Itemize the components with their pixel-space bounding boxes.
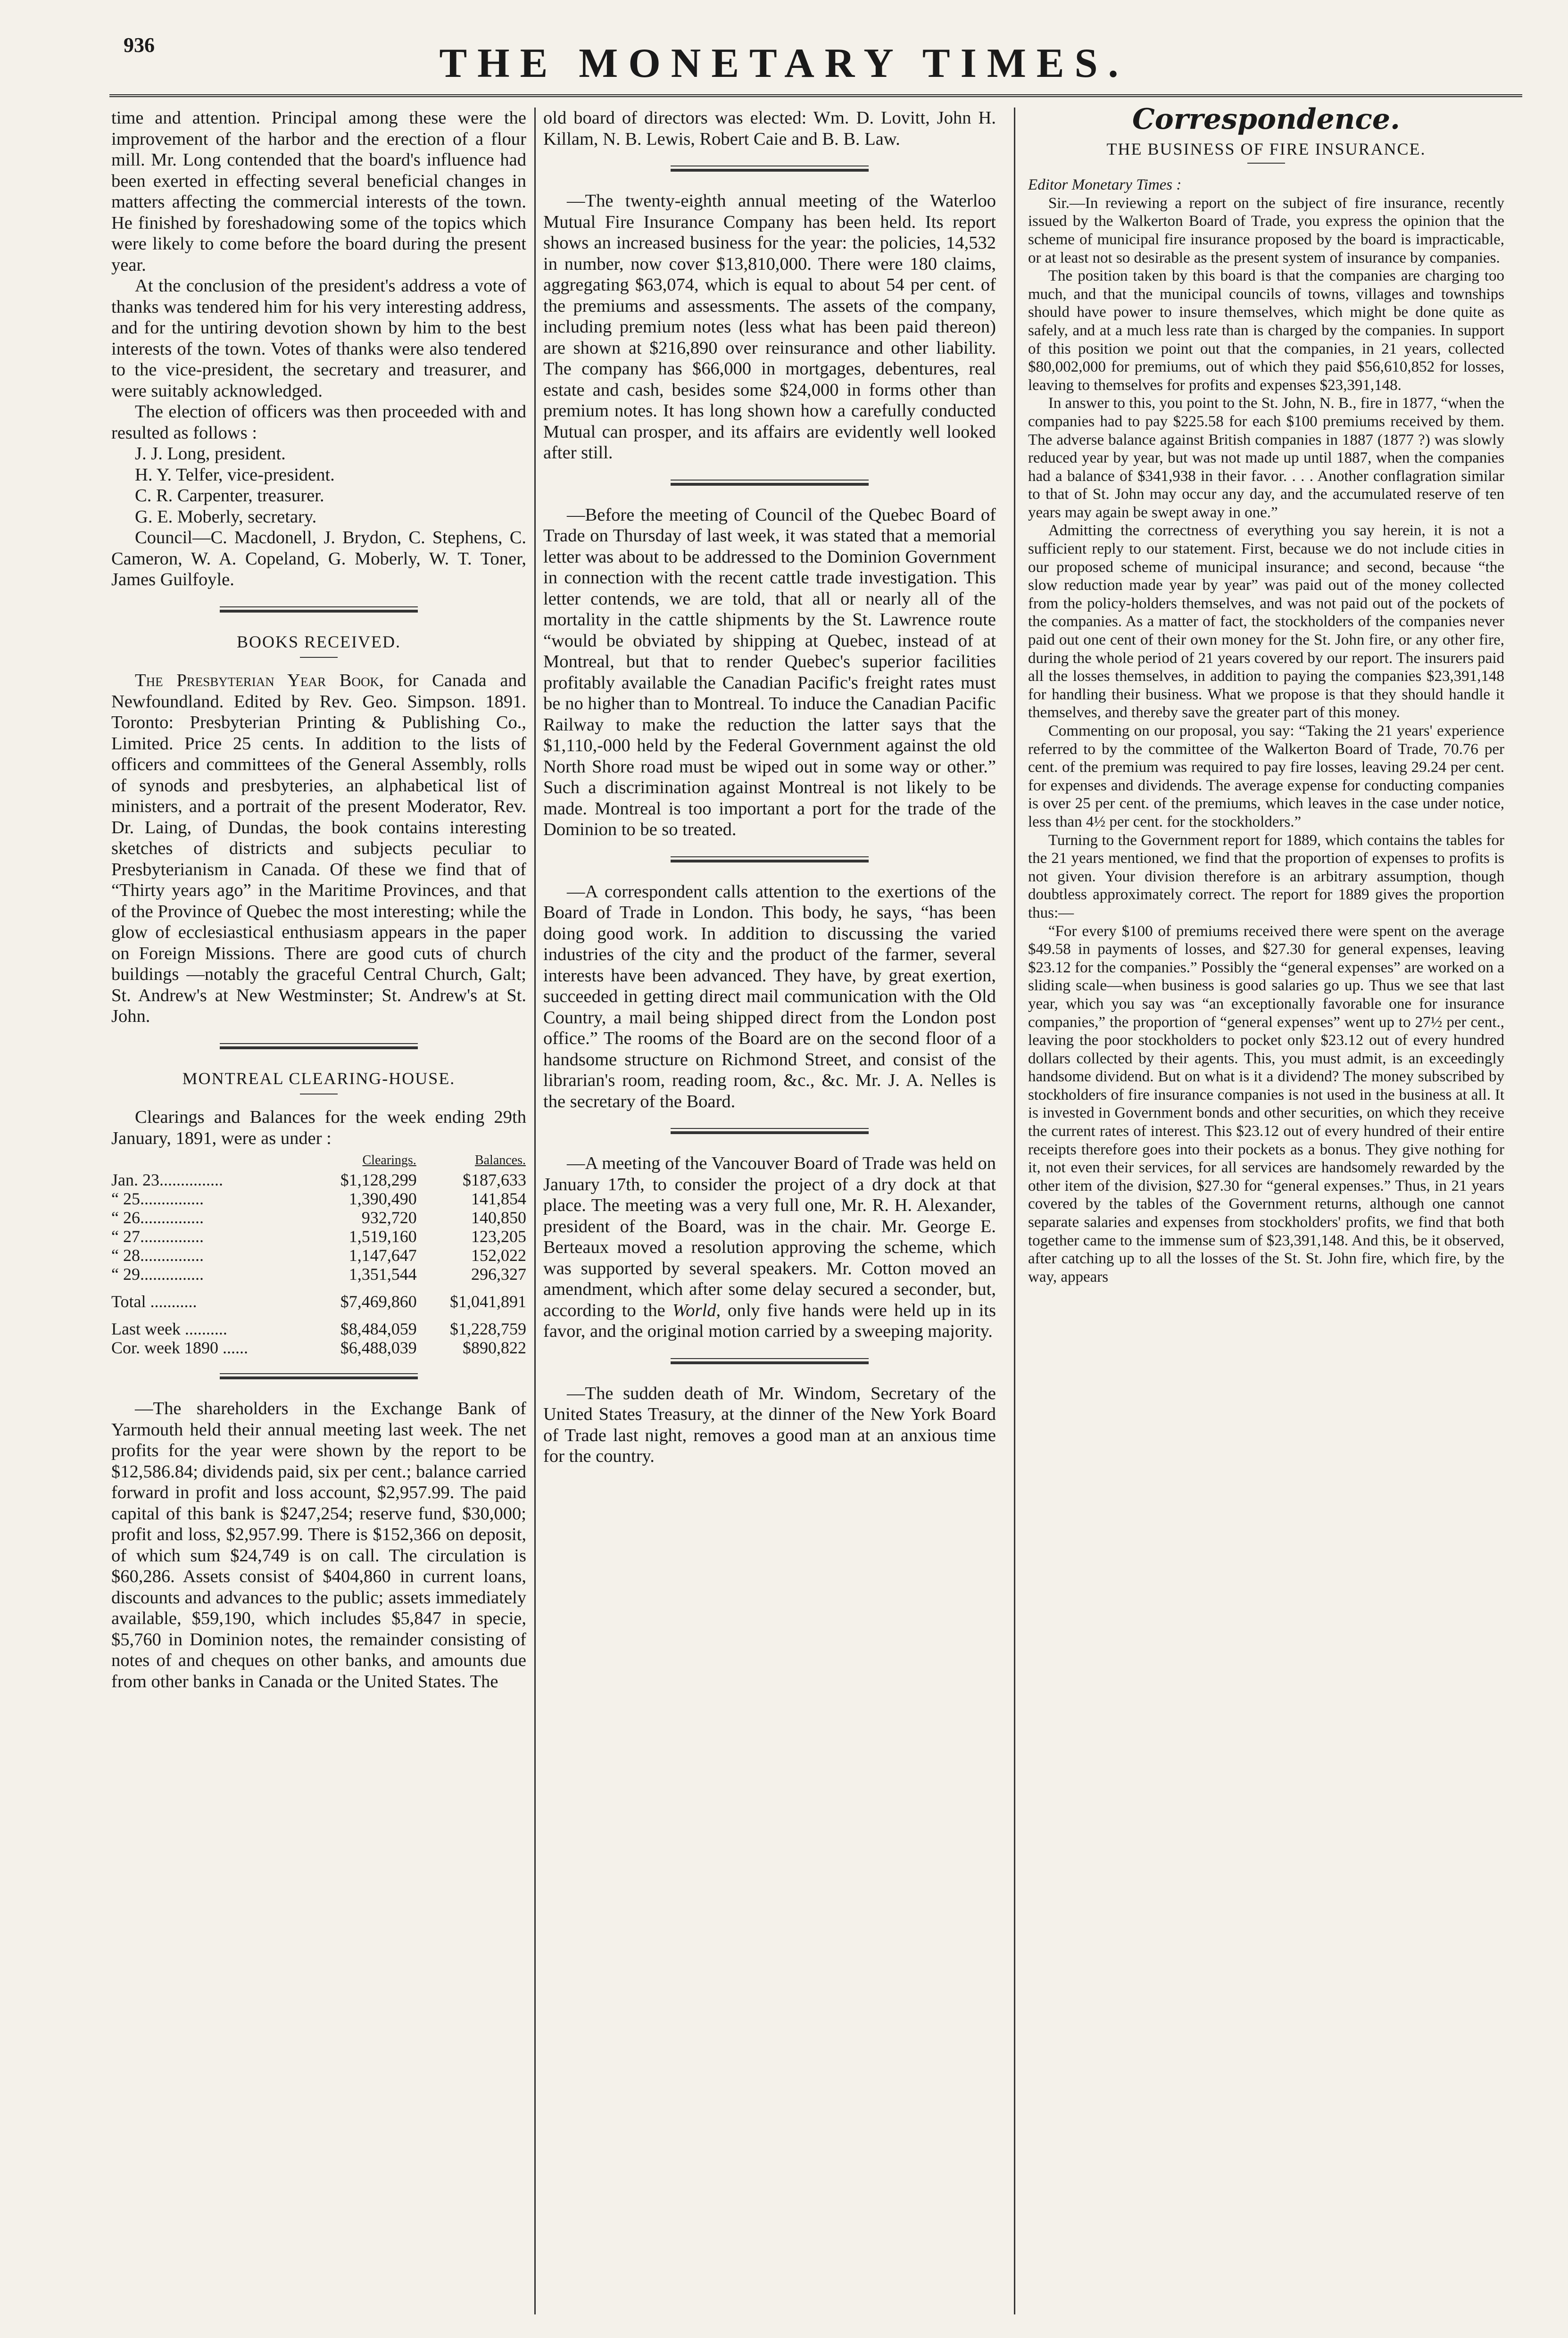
letter-paragraph: In answer to this, you point to the St. John, N. B., fire in 1877, “when the companies had to pay $225.58 for each $100 premiums received by them. The adverse balance against British companies in 1887 (1877 ?) was slowly reduced year by year, but was not made up until 1887, when the companies had a balance of $341,938 in their favor. . . . Another conflagration similar to that of St. John may occur any day, and the accumulated reserve of ten years may again be swept away in one.”	[1028, 395, 1504, 521]
balances-value: 123,205	[471, 1227, 526, 1246]
council-paragraph: Council—C. Macdonell, J. Brydon, C. Stephens, C. Cameron, W. A. Copeland, G. Moberly, W. T. Toner, James Guilfoyle.	[111, 528, 526, 589]
salutation: Editor Monetary Times :	[1028, 176, 1182, 194]
short-rule	[300, 657, 338, 658]
quebec-paragraph: —Before the meeting of Council of the Quebec Board of Trade on Thursday of last week, it was stated that a memorial letter was about to be addressed to the Dominion Government in connection with the recent cattle trade investigation. This letter contends, we are told, that all or nearly all of the mortality in the cattle shipments by the St. Lawrence route “would be obviated by shipping at Quebec, instead of at Montreal, but that to render Quebec's superior facilities profitably available the Canadian Pacific's freight rates must be no higher than to Montreal. To induce the Canadian Pacific Railway to make the reduction the latter says that the $1,110,-000 held by the Federal Government against the old North Shore road must be wiped out in some way or other.” Such a discrimination against Montreal is not likely to be made. Montreal is too important a port for the trade of the Dominion to be so treated.	[543, 505, 996, 839]
clearing-heading: MONTREAL CLEARING-HOUSE.	[182, 1069, 456, 1088]
row-label: “ 27...............	[111, 1227, 204, 1246]
waterloo-paragraph: —The twenty-eighth annual meeting of the Waterloo Mutual Fire Insurance Company has been held. Its report shows an increased business for the year: the policies, 14,532 in number, now cover $13,810,000. There were 180 claims, aggregating $63,074, which is equal to about 54 per cent. of the premiums and assessments. The assets of the company, including premium notes (less what has been paid thereon) are shown at $216,890 over reinsurance and other liability. The company has $66,000 in mortgages, debentures, real estate and cash, besides some $24,000 in forms other than premium notes. It has long shown how a carefully conducted Mutual can prosper, and its affairs are evidently well looked after still.	[543, 191, 996, 463]
column-divider-2	[1014, 108, 1015, 2314]
separator-rule	[220, 1043, 418, 1049]
row-label: “ 26...............	[111, 1208, 204, 1227]
vancouver-text: —A meeting of the Vancouver Board of Trade was held on January 17th, to consider the project of a dry dock at that place. The meeting was a very full one, Mr. R. H. Alexander, president of the Board, was in the chair. Mr. George E. Berteaux moved a resolution approving the scheme, which was supported by several speakers. Mr. Cotton moved an amendment, which after some delay secured a seconder, but, according to the	[543, 1153, 996, 1320]
clearings-value: $7,469,860	[340, 1292, 417, 1311]
separator-rule	[671, 1358, 869, 1364]
thanks-paragraph: At the conclusion of the president's address a vote of thanks was tendered him for his very interesting address, and for the untiring devotion shown by him to the best interests of the town. Votes of thanks were also tendered to the vice-president, the secretary and treasurer, and were suitably acknowledged.	[111, 276, 526, 401]
harbor-paragraph: time and attention. Principal among these were the improvement of the harbor and the erection of a flour mill. Mr. Long contended that the board's influence had been exerted in effecting several beneficial changes in matters affecting the commercial interests of the town. He finished by foreshadowing some of the topics which were likely to come before the board during the present year.	[111, 108, 526, 275]
separator-rule	[671, 480, 869, 486]
clearings-value: $1,128,299	[340, 1170, 417, 1189]
letter-title: THE BUSINESS OF FIRE INSURANCE.	[1106, 139, 1426, 158]
column-2	[543, 108, 996, 1467]
clearings-value: 1,390,490	[348, 1189, 417, 1208]
yarmouth-paragraph: —The shareholders in the Exchange Bank of Yarmouth held their annual meeting last week. The net profits for the year were shown by the report to be $12,586.84; dividends paid, six per cent.; balance carried forward in profit and loss account, $2,957.99. The paid capital of this bank is $247,254; reserve fund, $30,000; profit and loss, $2,957.99. There is $152,366 on deposit, of which sum $24,749 is on call. The circulation is $60,286. Assets consist of $404,860 in current loans, discounts and advances to the public; assets immediately available, $59,190, which includes $5,847 in specie, $5,760 in Dominion notes, the remainder consisting of notes of and cheques on other banks, and amounts due from other banks in Canada or the United States. The	[111, 1399, 526, 1691]
row-label: Cor. week 1890 ......	[111, 1338, 248, 1357]
row-label: “ 25...............	[111, 1189, 204, 1208]
row-label: Last week ..........	[111, 1319, 227, 1338]
row-label: “ 28...............	[111, 1246, 204, 1265]
masthead: THE MONETARY TIMES.	[439, 41, 1129, 86]
table-row	[111, 1189, 526, 1208]
row-label: “ 29...............	[111, 1265, 204, 1284]
column-3	[1028, 103, 1504, 1286]
separator-rule	[671, 1128, 869, 1134]
books-text: for Canada and Newfoundland. Edited by Rev. Geo. Simpson. 1891. Toronto: Presbyterian Printing & Publishing Co., Limited. Price 25 cents. In addition to the lists of officers and committees of the General Assembly, rolls of synods and presbyteries, an alphabetical list of ministers, and a portrait of the present Moderator, Rev. Dr. Laing, of Dundas, the book contains interesting sketches of districts and subjects peculiar to Presbyterianism in Canada. Of these we find that of “Thirty years ago” in the Maritime Provinces, and that of the Province of Quebec the most interesting; while the glow of ecclesiastical enthusiasm appears in the paper on Foreign Missions. There are good cuts of church buildings —notably the graceful Central Church, Galt; St. Andrew's at New Westminster; St. Andrew's at St. John.	[111, 671, 526, 1026]
letter-paragraph: The position taken by this board is that the companies are charging too much, and that the municipal councils of towns, villages and townships should have power to insure themselves, which might be done quite as safely, and at a much less rate than is charged by the companies. In support of this position we point out that the companies, in 21 years, collected $80,002,000 for premiums, out of which they paid $56,610,852 for losses, leaving to themselves for profits and expenses $23,391,148.	[1028, 267, 1504, 394]
balances-value: $1,228,759	[450, 1319, 526, 1338]
clearings-value: 932,720	[361, 1208, 417, 1227]
clearings-value: 1,351,544	[348, 1265, 417, 1284]
column-header: Balances.	[474, 1153, 526, 1168]
clearing-table	[111, 1151, 526, 1357]
table-row	[111, 1170, 526, 1189]
officer-item: C. R. Carpenter, treasurer.	[135, 486, 324, 506]
clearings-value: $8,484,059	[340, 1319, 417, 1338]
balances-value: 152,022	[471, 1246, 526, 1265]
separator-rule	[671, 166, 869, 172]
balances-value: $890,822	[463, 1338, 526, 1357]
letter-paragraph: Turning to the Government report for 1889, which contains the tables for the 21 years mentioned, we find that the proportion of expenses to profits is not given. Your division therefore is an arbitrary assumption, though doubtless approximately correct. The report for 1889 gives the proportion thus:—	[1028, 831, 1504, 921]
row-label: Total ...........	[111, 1292, 197, 1311]
page-number: 936	[124, 33, 155, 57]
balances-value: 141,854	[471, 1189, 526, 1208]
windom-paragraph: —The sudden death of Mr. Windom, Secretary of the United States Treasury, at the dinner of the New York Board of Trade last night, removes a good man at an anxious time for the country.	[543, 1383, 996, 1466]
vancouver-text: only five hands were held up in its favor, and the original motion carried by a sweeping majority.	[543, 1300, 996, 1341]
column-header: Clearings.	[362, 1153, 416, 1168]
london-paragraph: —A correspondent calls attention to the exertions of the Board of Trade in London. This body, he says, “has been doing good work. In addition to discussing the varied industries of the city and the product of the farmer, several interests have been advanced. They have, by great exertion, succeeded in getting direct mail communication with the Old Country, a mail being shipped direct from the London post office.” The rooms of the Board are on the second floor of a handsome structure on Richmond Street, and consist of the librarian's room, reading room, &c., &c. Mr. J. A. Nelles is the secretary of the Board.	[543, 881, 996, 1111]
vancouver-paragraph	[543, 1153, 996, 1342]
officer-item: G. E. Moberly, secretary.	[135, 506, 317, 527]
clearings-value: $6,488,039	[340, 1338, 417, 1357]
books-paragraph	[111, 670, 526, 1027]
balances-value: $187,633	[463, 1170, 526, 1189]
letter-paragraph: Admitting the correctness of everything you say herein, it is not a sufficient reply to our statement. First, because we do not include cities in our proposed scheme of municipal insurance; and second, because “the slow reduction made year by year” was paid out of the money collected from the policy-holders themselves, and was not paid out of the pockets of the companies. As a matter of fact, the stockholders of the companies never paid out one cent of their own money for the St. John fire, or any other fire, during the whole period of 21 years covered by our report. The insurers paid all the losses themselves, in addition to paying the companies $23,391,148 for handling their business. What we propose is that they should handle it themselves, and thereby save the greater part of this money.	[1028, 522, 1504, 721]
last-week-row	[111, 1311, 526, 1338]
officer-item: J. J. Long, president.	[135, 444, 286, 464]
election-paragraph: The election of officers was then proceeded with and resulted as follows :	[111, 402, 526, 443]
balances-value: $1,041,891	[450, 1292, 526, 1311]
book-title: The Presbyterian Year Book,	[135, 671, 384, 690]
table-row	[111, 1227, 526, 1246]
letter-paragraph: Commenting on our proposal, you say: “Taking the 21 years' experience referred to by the committee of the Walkerton Board of Trade, 70.76 per cent. of the premium was required to pay fire losses, leaving 29.24 per cent. for expenses and dividends. The average expense for conducting companies is over 25 per cent. of the premiums, which leaves in the case under notice, less than 4½ per cent. for the stockholders.”	[1028, 722, 1504, 830]
correspondence-heading: Correspondence.	[1132, 103, 1400, 136]
world-title: World,	[672, 1300, 721, 1320]
total-row	[111, 1284, 526, 1311]
balances-value: 140,850	[471, 1208, 526, 1227]
separator-rule	[220, 606, 418, 613]
clearings-value: 1,519,160	[348, 1227, 417, 1246]
separator-rule	[671, 856, 869, 862]
column-1	[111, 108, 526, 1692]
table-row	[111, 1265, 526, 1284]
books-heading: BOOKS RECEIVED.	[236, 632, 401, 651]
clearing-intro: Clearings and Balances for the week ending 29th January, 1891, were as under :	[111, 1107, 526, 1148]
clearings-value: 1,147,647	[348, 1246, 417, 1265]
header-rule	[109, 94, 1522, 97]
row-label: Jan. 23...............	[111, 1170, 223, 1189]
officer-item: H. Y. Telfer, vice-president.	[135, 464, 335, 485]
old-board-paragraph: old board of directors was elected: Wm. D. Lovitt, John H. Killam, N. B. Lewis, Robert Caie and B. B. Law.	[543, 108, 996, 149]
short-rule	[1247, 163, 1285, 164]
balances-value: 296,327	[471, 1265, 526, 1284]
separator-rule	[220, 1373, 418, 1379]
letter-paragraph: “For every $100 of premiums received there were spent on the average $49.58 in payments of losses, and $27.30 for general expenses, leaving $23.12 for the companies.” Possibly the “general expenses” are worked on a sliding scale—when business is good salaries go up. Thus we see that last year, which you say was “an exceptionally favorable one for insurance companies,” the proportion of “general expenses” went up to 27½ per cent., leaving the poor stockholders to pocket only $23.12 out of every hundred dollars collected by their agents. This, you must admit, is an exceedingly handsome dividend. But on what is it a dividend? The money subscribed by stockholders of fire insurance companies is not used in the business at all. It is invested in Government bonds and other securities, on which they receive the current rates of interest. This $23.12 out of every hundred of their entire receipts therefore goes into their pockets as a bonus. They give nothing for it, not even their services, for all services are handsomely rewarded by the other item of the division, $27.30 for “general expenses.” Thus, in 21 years covered by the tables of the Government returns, although one cannot separate salaries and expenses from stockholders' profits, we find that both together came to the immense sum of $23,391,148. And this, be it observed, after catching up to all the losses of the St. St. John fire, which fire, by the way, appears	[1028, 922, 1504, 1285]
table-row	[111, 1246, 526, 1265]
cor-week-row	[111, 1338, 526, 1357]
table-row	[111, 1208, 526, 1227]
column-divider-1	[534, 108, 536, 2314]
letter-paragraph: Sir.—In reviewing a report on the subject of fire insurance, recently issued by the Walkerton Board of Trade, you express the opinion that the scheme of municipal fire insurance proposed by the board is impracticable, or at least not so desirable as the present system of insurance by companies.	[1028, 194, 1504, 266]
